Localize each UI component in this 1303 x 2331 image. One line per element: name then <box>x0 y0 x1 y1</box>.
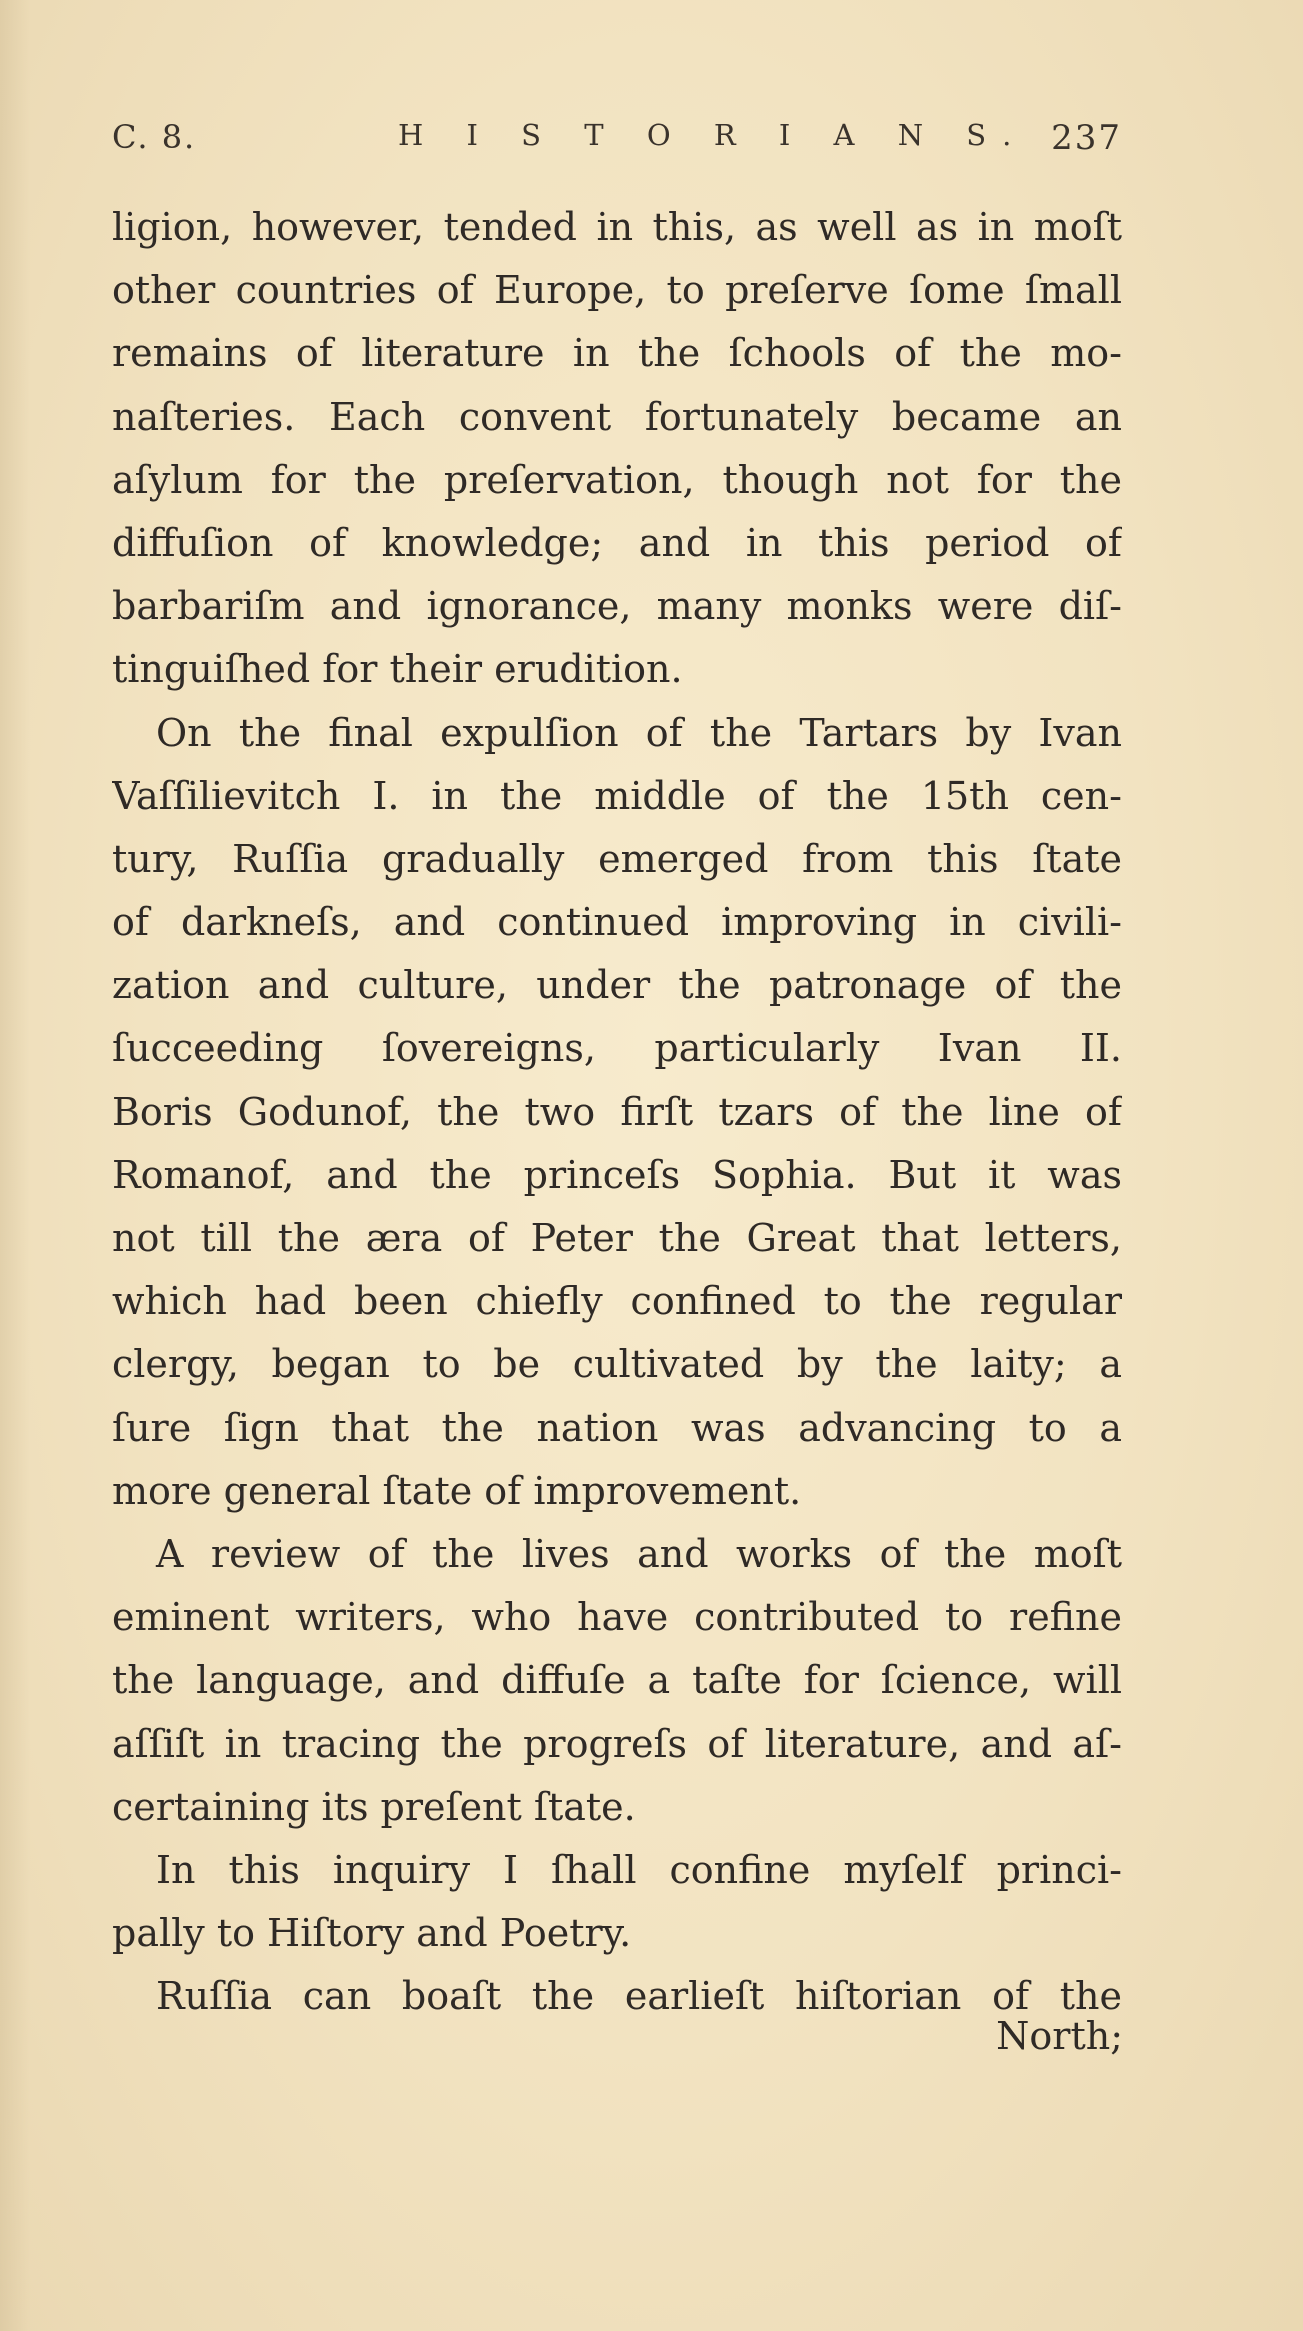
text-line: On the final expulſion of the Tartars by Ivan <box>156 710 1122 755</box>
text-line: Ruſſia can boaſt the earlieſt hiſtorian of the <box>156 1974 1122 2019</box>
text-line: ligion, however, tended in this, as well as in moſt <box>112 205 1122 249</box>
text-line: ſucceeding ſovereigns, particularly Ivan II. <box>112 1026 1122 1071</box>
text-line: not till the æra of Peter the Great that letters, <box>112 1216 1122 1260</box>
page-number: 237 <box>1051 118 1122 158</box>
text-line: tury, Ruſſia gradually emerged from this ſtate <box>112 836 1122 881</box>
text-line: diffuſion of knowledge; and in this period of <box>112 520 1122 565</box>
text-line: the language, and diffuſe a taſte for ſcience, will <box>112 1658 1122 1703</box>
text-line: remains of literature in the ſchools of the mo- <box>112 331 1122 376</box>
running-title: H I S T O R I A N S. <box>398 118 1029 152</box>
text-line: ſure ſign that the nation was advancing to a <box>112 1405 1122 1450</box>
text-line: eminent writers, who have contributed to refine <box>112 1595 1122 1640</box>
text-line: naſteries. Each convent fortunately became an <box>112 394 1122 439</box>
running-header <box>112 118 1122 178</box>
page-edge-shadow <box>0 0 30 2331</box>
body-text <box>112 196 1122 2028</box>
text-line: barbariſm and ignorance, many monks were diſ- <box>112 584 1122 629</box>
chapter-marker: C. 8. <box>112 118 197 156</box>
text-line: zation and culture, under the patronage of the <box>112 963 1122 1008</box>
text-line: Vaſſilievitch I. in the middle of the 15th cen- <box>112 773 1122 818</box>
text-line: aſſiſt in tracing the progreſs of literature, and aſ- <box>112 1721 1122 1766</box>
catchword: North; <box>996 2014 1123 2058</box>
text-line: Romanof, and the princeſs Sophia. But it was <box>112 1152 1122 1197</box>
text-line: pally to Hiſtory and Poetry. <box>112 1911 632 1956</box>
text-line: more general ſtate of improvement. <box>112 1468 802 1513</box>
text-line: Boris Godunof, the two firſt tzars of the line of <box>112 1089 1122 1134</box>
text-line: tinguiſhed for their erudition. <box>112 647 683 692</box>
text-line: aſylum for the preſervation, though not for the <box>112 457 1122 502</box>
text-line: which had been chiefly confined to the regular <box>112 1279 1122 1324</box>
text-line: A review of the lives and works of the moſt <box>156 1531 1122 1576</box>
text-line: certaining its preſent ſtate. <box>112 1784 636 1829</box>
text-line: In this inquiry I ſhall confine myſelf princi- <box>156 1847 1122 1892</box>
text-line: clergy, began to be cultivated by the laity; a <box>112 1342 1122 1387</box>
text-line: other countries of Europe, to preſerve ſome ſmall <box>112 268 1122 313</box>
text-line: of darkneſs, and continued improving in civili- <box>112 900 1122 945</box>
